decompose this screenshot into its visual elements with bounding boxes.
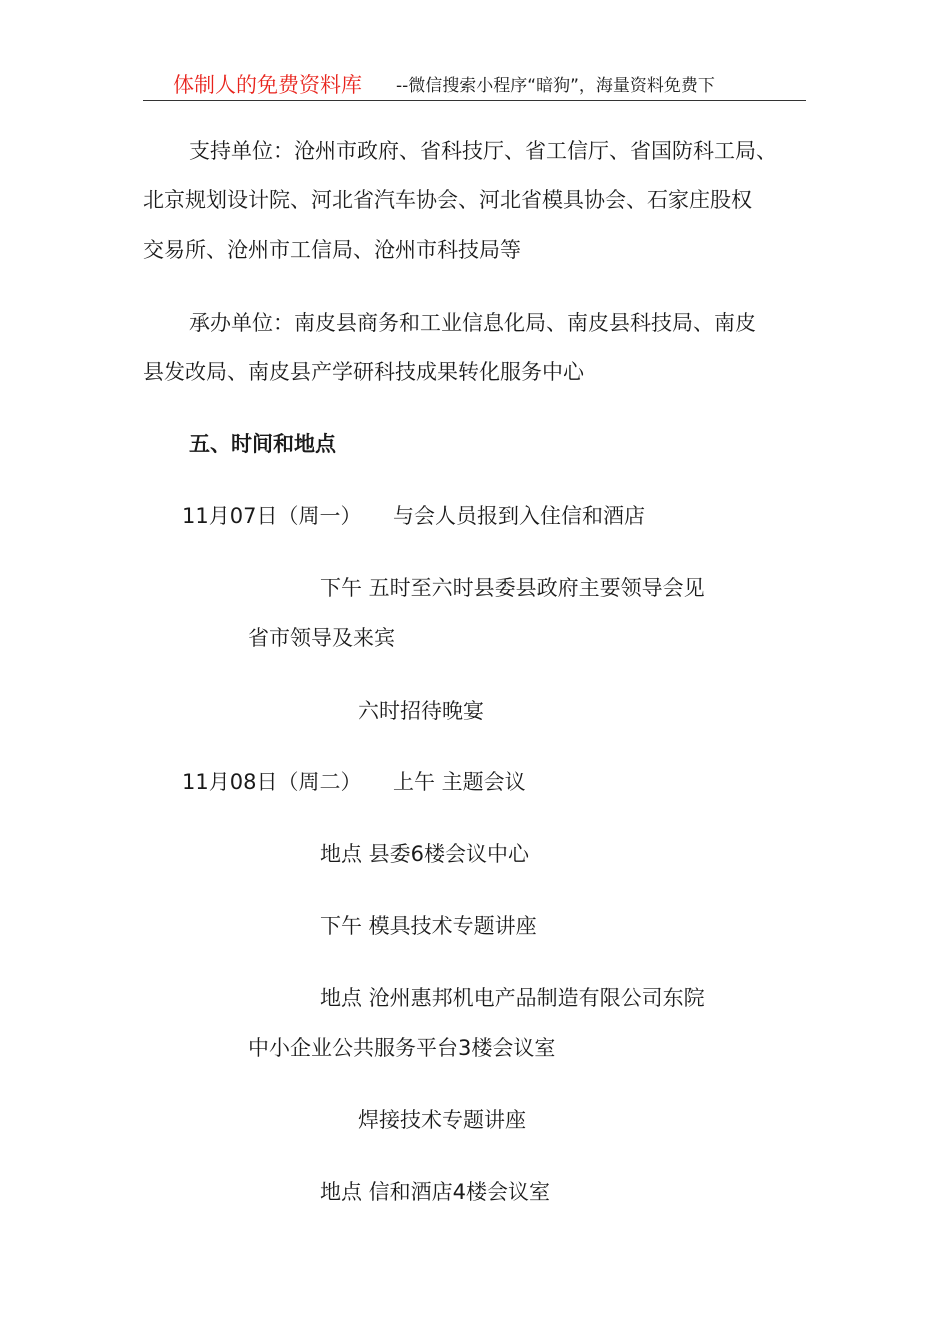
organizer-line-1: 承办单位：南皮县商务和工业信息化局、南皮县科技局、南皮: [189, 311, 756, 335]
section-heading: 五、时间和地点: [189, 432, 336, 456]
support-line-2: 北京规划设计院、河北省汽车协会、河北省模具协会、石家庄股权: [143, 188, 752, 212]
day2-item-venue-1: 地点 县委6楼会议中心: [320, 842, 530, 866]
day2-item-venue-2-line-2: 中小企业公共服务平台3楼会议室: [248, 1036, 556, 1060]
day1-item-meeting-line-2: 省市领导及来宾: [248, 626, 395, 650]
day1-item-checkin: 与会人员报到入住信和酒店: [393, 504, 645, 528]
header-divider: [143, 100, 806, 101]
day1-item-banquet: 六时招待晚宴: [358, 699, 484, 723]
header-tagline: --微信搜索小程序“暗狗”，海量资料免费下: [396, 76, 715, 96]
day2-item-afternoon: 下午 模具技术专题讲座: [320, 914, 537, 938]
day1-date: 11月07日（周一）: [182, 504, 362, 528]
day2-item-venue-2-line-1: 地点 沧州惠邦机电产品制造有限公司东院: [320, 986, 705, 1010]
day2-item-welding-lecture: 焊接技术专题讲座: [358, 1108, 526, 1132]
support-line-1: 支持单位：沧州市政府、省科技厅、省工信厅、省国防科工局、: [189, 139, 777, 163]
support-line-3: 交易所、沧州市工信局、沧州市科技局等: [143, 238, 521, 262]
day2-item-venue-3: 地点 信和酒店4楼会议室: [320, 1180, 551, 1204]
header-brand: 体制人的免费资料库: [173, 73, 362, 97]
page-header: [143, 70, 806, 102]
day1-item-meeting-line-1: 下午 五时至六时县委县政府主要领导会见: [320, 576, 705, 600]
organizer-line-2: 县发改局、南皮县产学研科技成果转化服务中心: [143, 360, 584, 384]
day2-item-morning: 上午 主题会议: [393, 770, 526, 794]
day2-date: 11月08日（周二）: [182, 770, 362, 794]
